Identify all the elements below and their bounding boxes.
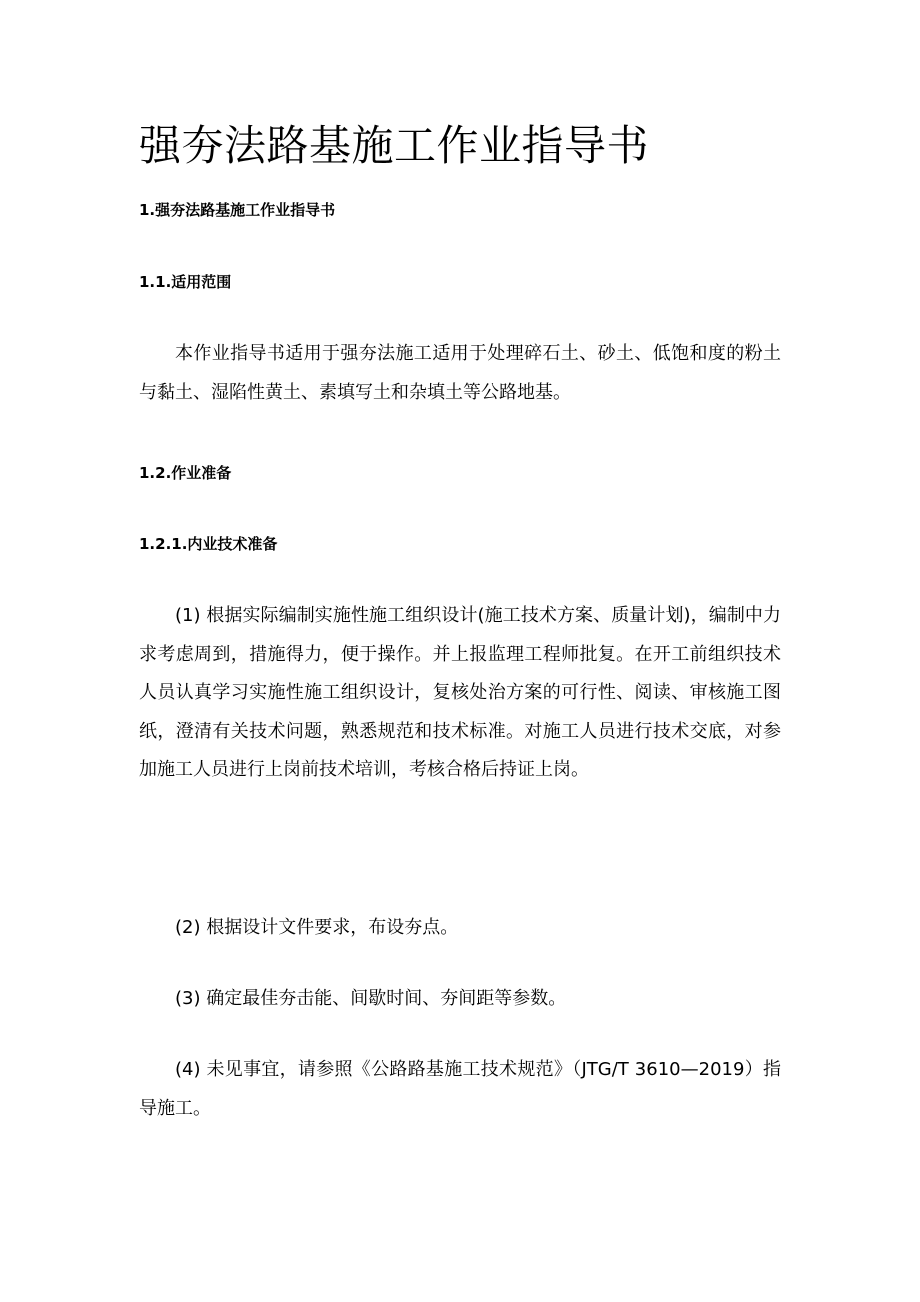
- section-heading-1: 1.强夯法路基施工作业指导书: [139, 201, 336, 219]
- document-title: 强夯法路基施工作业指导书: [139, 121, 650, 170]
- list-item-1: (1) 根据实际编制实施性施工组织设计(施工技术方案、质量计划)，编制中力求考虑周到，措施得力，便于操作。并上报监理工程师批复。在开工前组织技术人员认真学习实施性施工组织设计，复核处治方案的可行性、阅读、审核施工图纸，澄清有关技术问题，熟悉规范和技术标准。对施工人员进行技术交底，对参加施工人员进行上岗前技术培训，考核合格后持证上岗。: [139, 605, 781, 780]
- scope-paragraph: 本作业指导书适用于强夯法施工适用于处理碎石土、砂土、低饱和度的粉土与黏土、湿陷性黄土、素填写土和杂填土等公路地基。: [139, 343, 781, 403]
- section-heading-1-2-1: 1.2.1.内业技术准备: [139, 535, 278, 553]
- list-item-2: (2) 根据设计文件要求，布设夯点。: [175, 917, 459, 938]
- section-heading-1-2: 1.2.作业准备: [139, 464, 232, 482]
- list-item-4: (4) 未见事宜，请参照《公路路基施工技术规范》（JTG/T 3610—2019）指导施工。: [139, 1059, 781, 1119]
- list-item-3: (3) 确定最佳夯击能、间歇时间、夯间距等参数。: [175, 988, 567, 1009]
- section-heading-1-1: 1.1.适用范围: [139, 273, 232, 291]
